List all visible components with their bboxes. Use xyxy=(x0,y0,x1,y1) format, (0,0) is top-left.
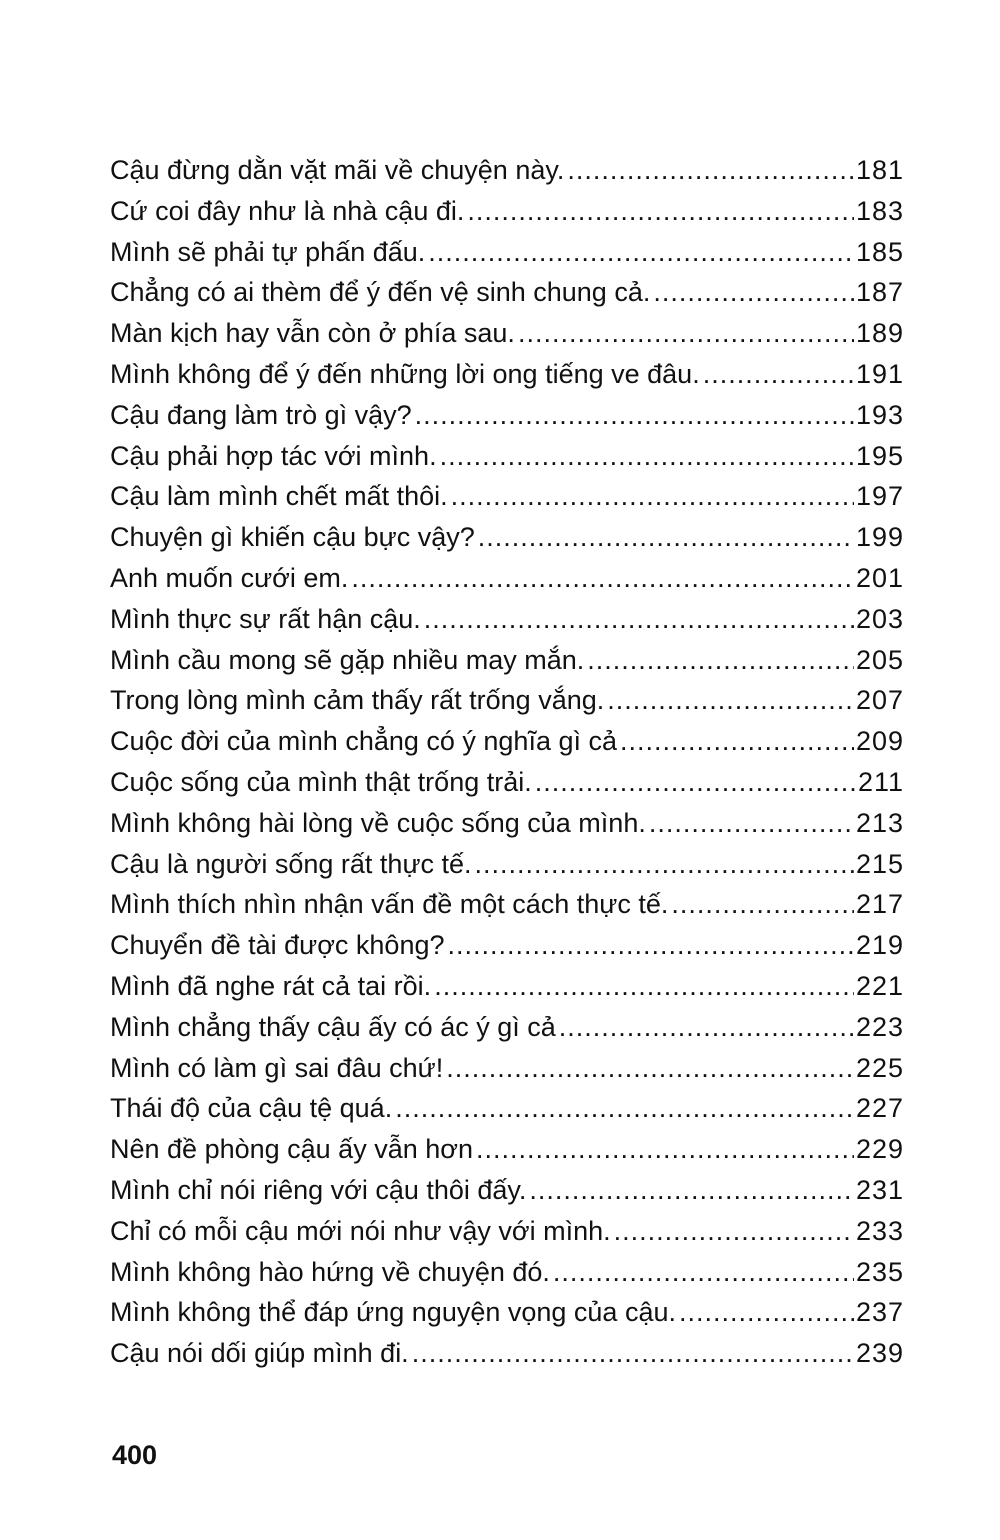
dot-leader xyxy=(653,272,854,313)
toc-entry xyxy=(110,1292,904,1333)
toc-entry-page: 209 xyxy=(855,726,904,757)
toc-entry-page: 221 xyxy=(855,970,904,1001)
dot-leader xyxy=(679,1292,854,1333)
toc-entry xyxy=(110,436,904,477)
toc-entry-page: 219 xyxy=(855,930,904,961)
toc-entry-page: 235 xyxy=(855,1256,904,1287)
toc-entry xyxy=(110,721,904,762)
toc-entry-title: Màn kịch hay vẫn còn ở phía sau. xyxy=(110,318,515,349)
toc-entry xyxy=(110,191,904,232)
dot-leader xyxy=(535,762,856,803)
toc-entry-title: Mình đã nghe rát cả tai rồi. xyxy=(110,970,432,1001)
dot-leader xyxy=(476,1129,854,1170)
toc-entry-title: Mình sẽ phải tự phấn đấu. xyxy=(110,236,426,267)
toc-entry-title: Cuộc sống của mình thật trống trải. xyxy=(110,766,532,797)
toc-entry-page: 191 xyxy=(855,358,904,389)
toc-entry xyxy=(110,1333,904,1374)
toc-entry xyxy=(110,313,904,354)
toc-entry xyxy=(110,762,904,803)
page-number: 400 xyxy=(112,1440,158,1470)
toc-entry xyxy=(110,558,904,599)
toc-entry-title: Cứ coi đây như là nhà cậu đi. xyxy=(110,195,465,226)
toc-entry-page: 239 xyxy=(855,1338,904,1369)
toc-entry-page: 193 xyxy=(855,399,904,430)
dot-leader xyxy=(467,191,854,232)
dot-leader xyxy=(424,599,854,640)
toc-entry-page: 213 xyxy=(855,807,904,838)
toc-entry-title: Mình chẳng thấy cậu ấy có ác ý gì cả xyxy=(110,1011,556,1042)
toc-entry-page: 211 xyxy=(857,766,904,797)
dot-leader xyxy=(395,1088,854,1129)
toc-entry-title: Cậu nói dối giúp mình đi. xyxy=(110,1338,409,1369)
dot-leader xyxy=(559,1007,854,1048)
dot-leader xyxy=(607,680,854,721)
dot-leader xyxy=(553,1252,854,1293)
toc-entry xyxy=(110,640,904,681)
toc-entry-page: 217 xyxy=(855,889,904,920)
toc-entry-page: 225 xyxy=(855,1052,904,1083)
toc-entry-title: Mình không thể đáp ứng nguyện vọng của cậu. xyxy=(110,1297,676,1328)
toc-entry xyxy=(110,1007,904,1048)
toc-entry-page: 199 xyxy=(855,522,904,553)
toc-entry-page: 207 xyxy=(855,685,904,716)
toc-entry xyxy=(110,966,904,1007)
toc-entry-page: 223 xyxy=(855,1011,904,1042)
toc-entry-title: Mình có làm gì sai đâu chứ! xyxy=(110,1052,444,1083)
toc-entry xyxy=(110,517,904,558)
toc-entry xyxy=(110,395,904,436)
toc-entry xyxy=(110,272,904,313)
dot-leader xyxy=(587,640,854,681)
toc-entry-title: Cậu đang làm trò gì vậy? xyxy=(110,399,412,430)
toc-entry xyxy=(110,844,904,885)
toc-entry-title: Chuyển đề tài được không? xyxy=(110,930,445,961)
toc-entry-page: 189 xyxy=(855,318,904,349)
toc-entry-page: 231 xyxy=(855,1174,904,1205)
dot-leader xyxy=(412,1333,854,1374)
toc-entry-title: Mình không để ý đến những lời ong tiếng ve đâu. xyxy=(110,358,700,389)
dot-leader xyxy=(567,150,854,191)
toc-entry xyxy=(110,476,904,517)
toc-entry-title: Trong lòng mình cảm thấy rất trống vắng. xyxy=(110,685,605,716)
toc-entry xyxy=(110,1211,904,1252)
toc-entry-page: 187 xyxy=(855,277,904,308)
table-of-contents xyxy=(110,150,904,1374)
toc-entry-title: Cậu đừng dằn vặt mãi về chuyện này. xyxy=(110,155,565,185)
dot-leader xyxy=(440,436,854,477)
toc-entry xyxy=(110,680,904,721)
toc-entry-title: Mình thực sự rất hận cậu. xyxy=(110,603,421,634)
toc-entry xyxy=(110,925,904,966)
toc-entry-page: 203 xyxy=(855,603,904,634)
toc-entry xyxy=(110,232,904,273)
toc-entry-title: Mình cầu mong sẽ gặp nhiều may mắn. xyxy=(110,644,585,675)
toc-entry-page: 197 xyxy=(855,481,904,512)
dot-leader xyxy=(529,1170,854,1211)
dot-leader xyxy=(446,1048,854,1089)
toc-entry xyxy=(110,354,904,395)
toc-entry-page: 181 xyxy=(855,155,904,185)
toc-entry-title: Mình thích nhìn nhận vấn đề một cách thực tế. xyxy=(110,889,669,920)
toc-entry-page: 229 xyxy=(855,1134,904,1165)
toc-entry-title: Nên đề phòng cậu ấy vẫn hơn xyxy=(110,1134,473,1165)
toc-entry-title: Thái độ của cậu tệ quá. xyxy=(110,1093,393,1124)
toc-entry-title: Cuộc đời của mình chẳng có ý nghĩa gì cả xyxy=(110,726,618,757)
dot-leader xyxy=(518,313,854,354)
dot-leader xyxy=(671,884,854,925)
toc-entry-page: 215 xyxy=(855,848,904,879)
toc-entry-page: 183 xyxy=(855,195,904,226)
toc-entry-page: 227 xyxy=(855,1093,904,1124)
toc-entry-title: Chẳng có ai thèm để ý đến vệ sinh chung cả. xyxy=(110,277,651,308)
toc-entry-page: 185 xyxy=(855,236,904,267)
toc-entry-title: Mình không hào hứng về chuyện đó. xyxy=(110,1256,550,1287)
toc-entry xyxy=(110,803,904,844)
toc-entry-page: 205 xyxy=(855,644,904,675)
dot-leader xyxy=(428,232,854,273)
toc-entry-title: Mình chỉ nói riêng với cậu thôi đấy. xyxy=(110,1174,527,1205)
toc-entry-title: Cậu làm mình chết mất thôi. xyxy=(110,481,448,512)
toc-entry-page: 237 xyxy=(855,1297,904,1328)
dot-leader xyxy=(448,925,854,966)
toc-entry xyxy=(110,599,904,640)
dot-leader xyxy=(614,1211,854,1252)
toc-entry xyxy=(110,1048,904,1089)
dot-leader xyxy=(620,721,854,762)
toc-entry-page: 233 xyxy=(855,1215,904,1246)
toc-entry-title: Cậu là người sống rất thực tế. xyxy=(110,848,472,879)
toc-entry-page: 195 xyxy=(855,440,904,471)
toc-entry-title: Chuyện gì khiến cậu bực vậy? xyxy=(110,522,475,553)
dot-leader xyxy=(478,517,854,558)
toc-entry xyxy=(110,1088,904,1129)
dot-leader xyxy=(475,844,854,885)
toc-entry xyxy=(110,884,904,925)
toc-entry-title: Chỉ có mỗi cậu mới nói như vậy với mình. xyxy=(110,1215,611,1246)
toc-entry-title: Mình không hài lòng về cuộc sống của mình. xyxy=(110,807,646,838)
dot-leader xyxy=(415,395,854,436)
toc-entry xyxy=(110,1129,904,1170)
toc-entry xyxy=(110,150,904,191)
toc-entry-title: Anh muốn cưới em. xyxy=(110,562,349,593)
dot-leader xyxy=(451,476,854,517)
toc-entry xyxy=(110,1252,904,1293)
dot-leader xyxy=(351,558,854,599)
toc-entry-page: 201 xyxy=(855,562,904,593)
dot-leader xyxy=(703,354,854,395)
toc-entry xyxy=(110,1170,904,1211)
toc-entry-title: Cậu phải hợp tác với mình. xyxy=(110,440,437,471)
dot-leader xyxy=(649,803,854,844)
dot-leader xyxy=(434,966,854,1007)
